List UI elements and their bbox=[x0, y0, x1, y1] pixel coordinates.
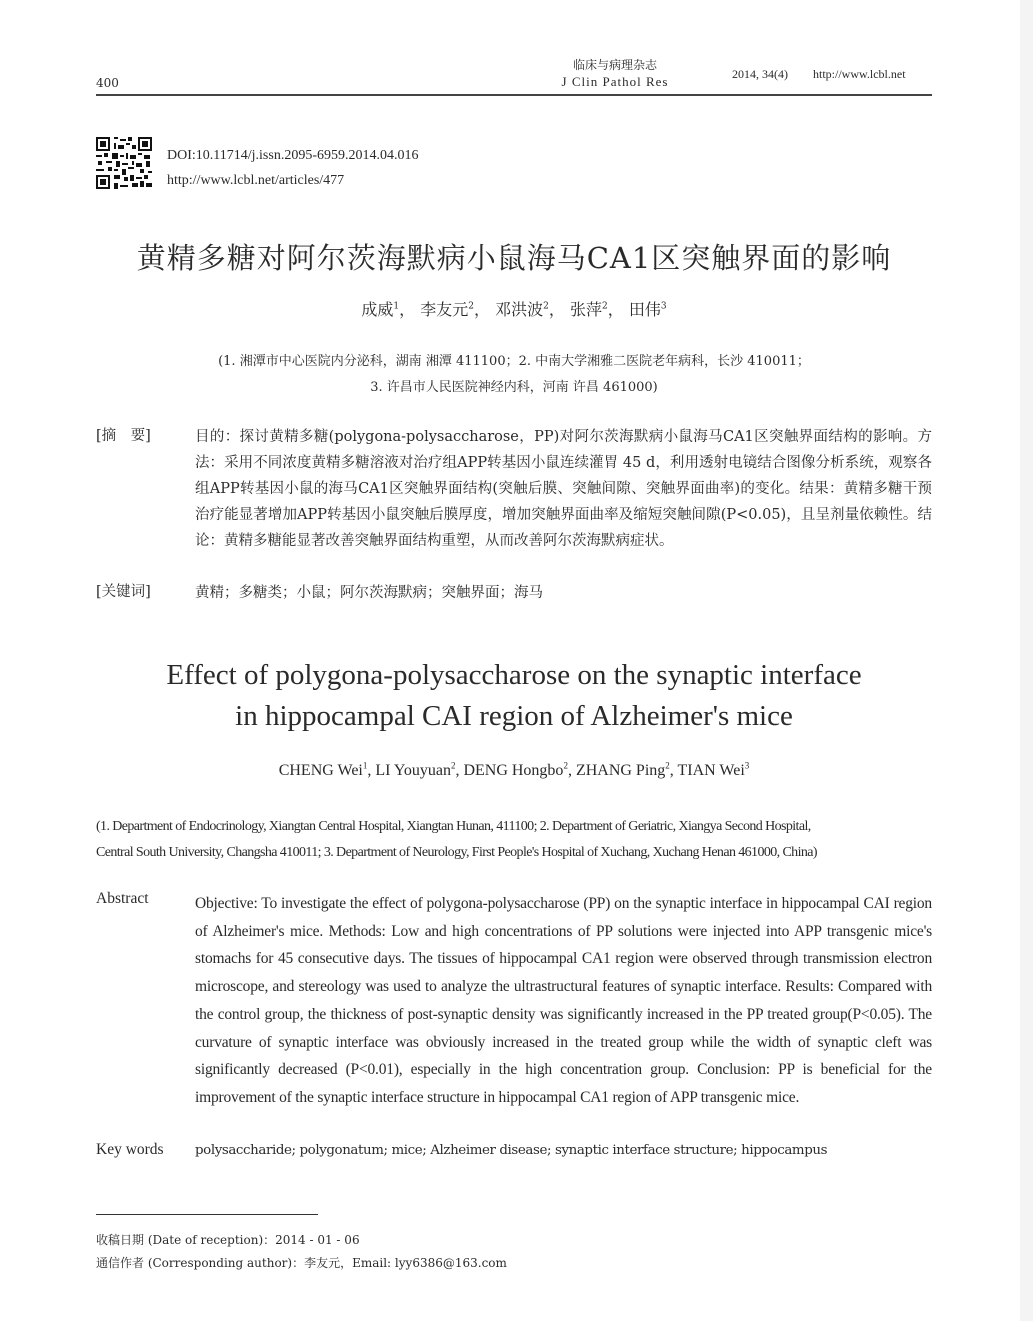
affiliations-cn bbox=[96, 349, 932, 401]
author-affil-sup: 2 bbox=[602, 301, 608, 312]
affiliation-line: Central South University, Changsha 410011; 3. Department of Neurology, First People's Hospital of Xuchang, Xuchang Henan 461000, China) bbox=[96, 845, 817, 860]
authors-cn bbox=[96, 297, 932, 320]
journal-name-cn: 临床与病理杂志 bbox=[572, 58, 657, 72]
author-cn: 成威 bbox=[361, 300, 394, 319]
header-rule bbox=[96, 94, 932, 96]
author-affil-sup: 2 bbox=[543, 301, 549, 312]
keywords-label-en: Key words bbox=[96, 1141, 164, 1158]
author-separator: , bbox=[367, 762, 376, 779]
journal-url[interactable]: http://www.lcbl.net bbox=[813, 67, 906, 81]
author-separator: ， bbox=[399, 300, 416, 319]
author-en: TIAN Wei bbox=[677, 762, 745, 779]
doi[interactable]: DOI:10.11714/j.issn.2095-6959.2014.04.016 bbox=[167, 148, 419, 163]
author-separator: , bbox=[455, 762, 464, 779]
author-cn: 田伟 bbox=[628, 300, 661, 319]
author-cn: 张萍 bbox=[569, 300, 602, 319]
author-affil-sup: 1 bbox=[393, 301, 400, 312]
author-en: ZHANG Ping bbox=[575, 762, 666, 779]
volume-issue: 2014, 34(4) bbox=[732, 67, 788, 81]
author-affil-sup: 1 bbox=[362, 760, 368, 771]
author-affil-sup: 2 bbox=[563, 760, 568, 771]
journal-name bbox=[540, 57, 690, 91]
corresponding-author: 通信作者 (Corresponding author)：李友元，Email: lyy6386@163.com bbox=[96, 1256, 507, 1270]
keywords-text-en: polysaccharide; polygonatum; mice; Alzheimer disease; synaptic interface structure; hippocampus bbox=[195, 1143, 828, 1158]
qr-code-icon bbox=[96, 137, 152, 189]
author-affil-sup: 3 bbox=[744, 760, 750, 771]
abstract-text-en: Objective: To investigate the effect of polygona-polysaccharose (PP) on the synaptic interface in hippocampal CAI region of Alzheimer's mice. Methods: Low and high concentrations of PP solutions were injected into APP transgenic mice's stomachs for 45 consecutive days. The tissues of hippocampal CA1 region were observed through transmission electron microscope, and stereology was used to analyze the ultrastructural features of synaptic interface. Results: Compared with the control group, the thickness of post-synaptic density was significantly increased in the PP treated group(P<0.05). The curvature of synaptic interface was obviously increased in the treated group while the width of synaptic cleft was significantly decreased (P<0.01), especially in the high concentration group. Conclusion: PP is beneficial for the improvement of the synaptic interface structure in hippocampal CA1 region of APP transgenic mice. bbox=[195, 895, 932, 1106]
author-separator: ， bbox=[607, 300, 624, 319]
affiliation-line: 3. 许昌市人民医院神经内科，河南 许昌 461000) bbox=[370, 380, 658, 395]
author-affil-sup: 2 bbox=[665, 760, 670, 771]
authors-en bbox=[96, 762, 932, 780]
date-of-reception: 收稿日期 (Date of reception)：2014 - 01 - 06 bbox=[96, 1233, 360, 1247]
author-affil-sup: 2 bbox=[468, 301, 475, 312]
author-en: CHENG Wei bbox=[278, 762, 363, 779]
author-affil-sup: 2 bbox=[450, 760, 456, 771]
author-separator: ， bbox=[474, 300, 491, 319]
abstract-label-cn: [摘 要] bbox=[96, 428, 151, 444]
author-separator: , bbox=[669, 762, 678, 779]
affiliation-line: (1. 湘潭市中心医院内分泌科，湖南 湘潭 411100；2. 中南大学湘雅二医院老年病科，长沙 410011； bbox=[218, 354, 810, 369]
doi-block bbox=[167, 143, 418, 193]
author-separator: ， bbox=[548, 300, 565, 319]
abstract-label-en: Abstract bbox=[96, 890, 149, 907]
title-en-line: in hippocampal CAI region of Alzheimer's mice bbox=[235, 700, 793, 732]
title-en-line: Effect of polygona-polysaccharose on the synaptic interface bbox=[166, 659, 862, 691]
keywords-text-cn: 黄精；多糖类；小鼠；阿尔茨海默病；突触界面；海马 bbox=[195, 585, 543, 601]
affiliation-line: (1. Department of Endocrinology, Xiangtan Central Hospital, Xiangtan Hunan, 411100; 2. Department of Geriatric, Xiangya Second Hospital, bbox=[96, 819, 811, 834]
author-en: DENG Hongbo bbox=[463, 762, 564, 779]
author-cn: 邓洪波 bbox=[495, 300, 544, 319]
abstract-text-cn: 目的：探讨黄精多糖(polygona-polysaccharose，PP)对阿尔茨海默病小鼠海马CA1区突触界面结构的影响。方法：采用不同浓度黄精多糖溶液对治疗组APP转基因小鼠连续灌胃 45 d，利用透射电镜结合图像分析系统，观察各组APP转基因小鼠的海马CA1区突触界面结构(突触后膜、突触间隙、突触界面曲率)的变化。结果：黄精多糖干预治疗能显著增加APP转基因小鼠突触后膜厚度，增加突触界面曲率及缩短突触间隙(P<0.05)，且呈剂量依赖性。结论：黄精多糖能显著改善突触界面结构重塑，从而改善阿尔茨海默病症状。 bbox=[195, 429, 932, 549]
title-en bbox=[96, 655, 932, 737]
affiliations-en bbox=[96, 814, 932, 866]
footnote-rule bbox=[96, 1214, 318, 1215]
title-cn: 黄精多糖对阿尔茨海默病小鼠海马CA1区突触界面的影响 bbox=[136, 241, 892, 275]
article-url[interactable]: http://www.lcbl.net/articles/477 bbox=[167, 173, 345, 188]
journal-name-en: J Clin Pathol Res bbox=[561, 74, 669, 89]
author-en: LI Youyuan bbox=[375, 762, 451, 779]
author-cn: 李友元 bbox=[420, 300, 469, 319]
page-number: 400 bbox=[96, 76, 119, 90]
author-affil-sup: 3 bbox=[660, 301, 667, 312]
keywords-label-cn: [关键词] bbox=[96, 584, 151, 600]
author-separator: , bbox=[567, 762, 576, 779]
